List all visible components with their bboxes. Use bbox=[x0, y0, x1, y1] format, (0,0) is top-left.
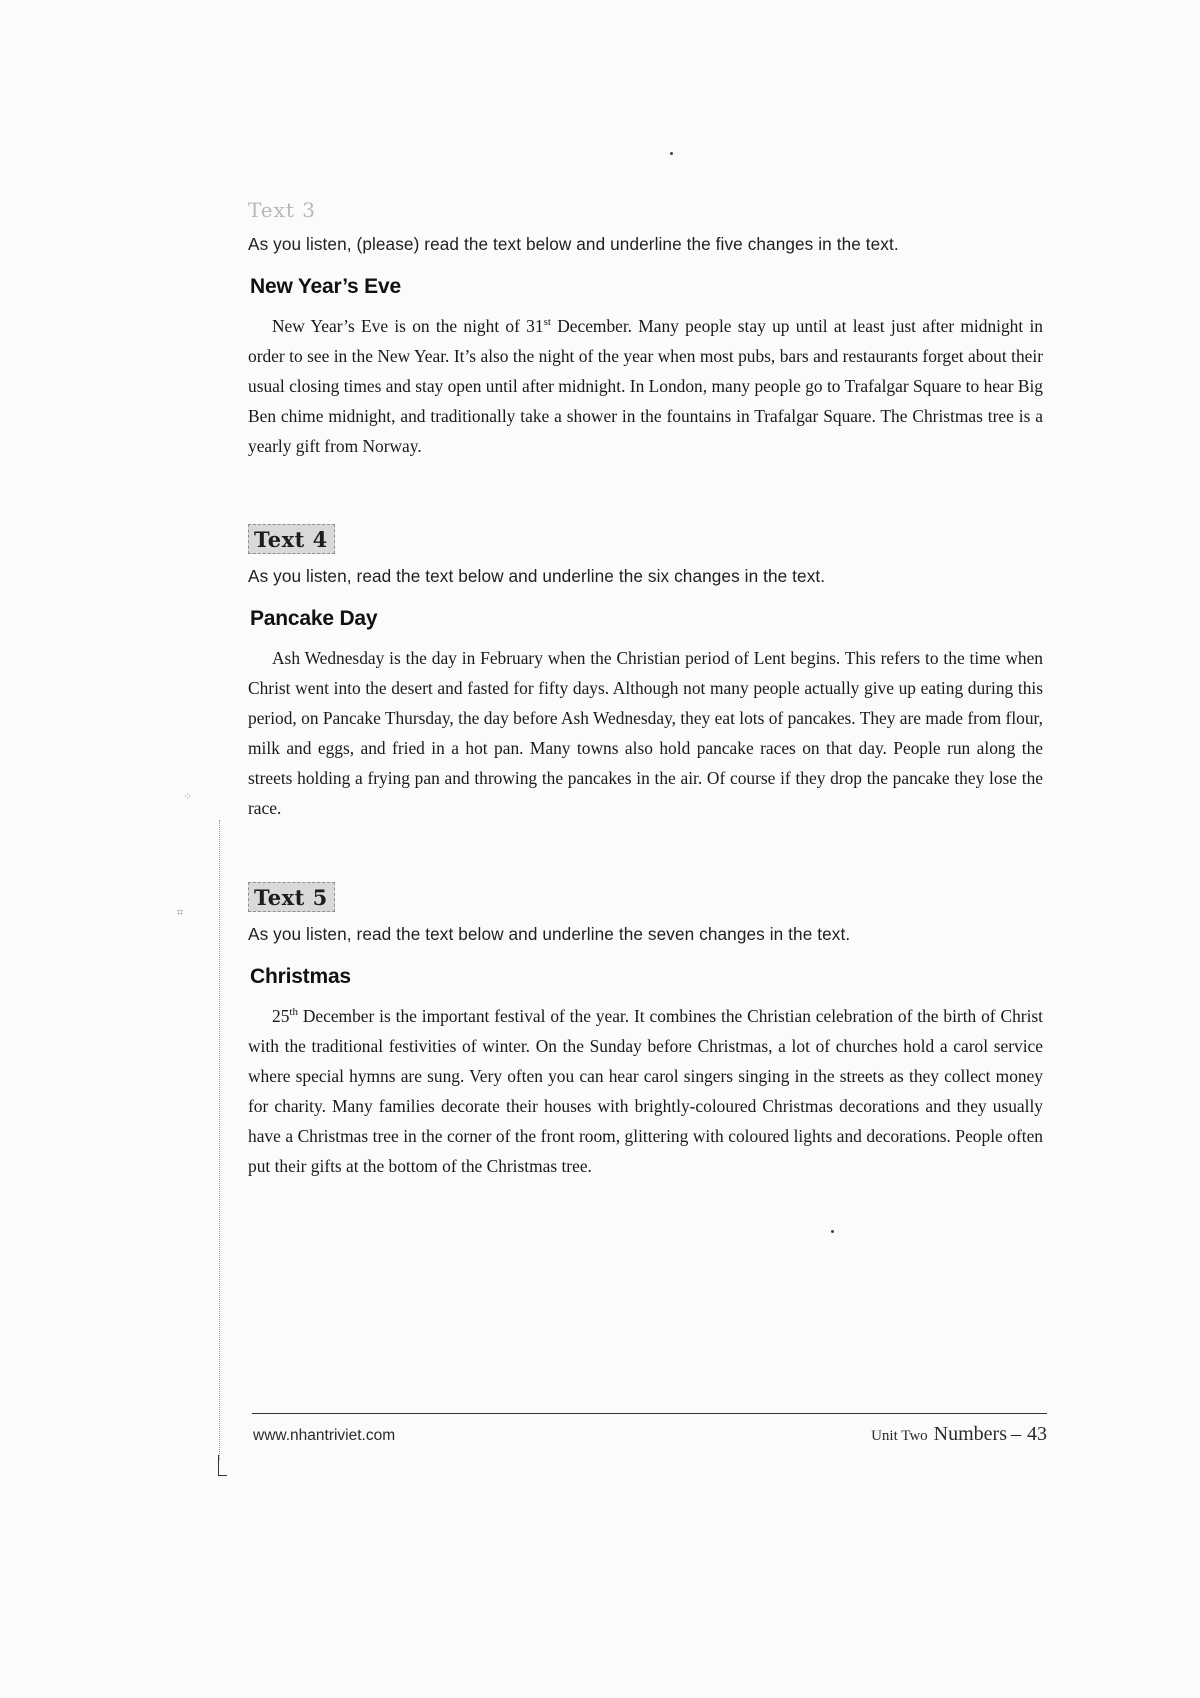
section-heading: Pancake Day bbox=[250, 607, 378, 630]
instruction: As you listen, (please) read the text below and underline the five changes in the text. bbox=[248, 234, 899, 254]
section-label: Text 3 bbox=[248, 198, 317, 222]
section-text-4 bbox=[248, 524, 1043, 823]
scan-speck bbox=[831, 1230, 834, 1233]
instruction: As you listen, read the text below and underline the seven changes in the text. bbox=[248, 924, 851, 944]
section-heading: Christmas bbox=[250, 965, 351, 988]
margin-mark: ⌗ bbox=[177, 906, 184, 919]
section-text-3 bbox=[248, 198, 1043, 461]
margin-mark: ⁘ bbox=[183, 790, 193, 803]
section-label: Text 5 bbox=[248, 882, 335, 912]
scan-speck bbox=[670, 152, 673, 155]
section-body: 25th December is the important festival of the year. It combines the Christian celebration of the birth of Christ with the traditional festivities of winter. On the Sunday before Christmas, a lot of churches hold a carol service where special hymns are sung. Very often you can hear carol singers singing in the streets as they collect money for charity. Many families decorate their houses with brightly-coloured Christmas decorations and they usually have a Christmas tree in the corner of the front room, glittering with coloured lights and decorations. People often put their gifts at the bottom of the Christmas tree. bbox=[248, 1006, 1043, 1176]
footer-website: www.nhantriviet.com bbox=[253, 1427, 396, 1444]
section-heading: New Year’s Eve bbox=[250, 275, 401, 298]
section-text-5 bbox=[248, 882, 1043, 1181]
footer-title: Numbers bbox=[933, 1423, 1007, 1445]
footer-unit: Unit Two bbox=[871, 1428, 928, 1444]
section-body: New Year’s Eve is on the night of 31st December. Many people stay up until at least just after midnight in order to see in the New Year. It’s also the night of the year when most pubs, bars and restaurants forget about their usual closing times and stay open until after midnight. In London, many people go to Trafalgar Square to hear Big Ben chime midnight, and traditionally take a shower in the fountains in Trafalgar Square. The Christmas tree is a yearly gift from Norway. bbox=[248, 316, 1043, 456]
binding-corner-mark bbox=[218, 1455, 227, 1476]
footer-rule bbox=[252, 1413, 1047, 1414]
footer-separator: – bbox=[1011, 1423, 1021, 1445]
instruction: As you listen, read the text below and underline the six changes in the text. bbox=[248, 566, 826, 586]
binding-margin-line bbox=[219, 820, 220, 1460]
section-label: Text 4 bbox=[248, 524, 335, 554]
footer-page-info bbox=[871, 1423, 1047, 1446]
page-number: 43 bbox=[1027, 1423, 1047, 1445]
section-body: Ash Wednesday is the day in February when the Christian period of Lent begins. This refers to the time when Christ went into the desert and fasted for fifty days. Although not many people actually give up eating during this period, on Pancake Thursday, the day before Ash Wednesday, they eat lots of pancakes. They are made from flour, milk and eggs, and fried in a hot pan. Many towns also hold pancake races on that day. People run along the streets holding a frying pan and throwing the pancakes in the air. Of course if they drop the pancake they lose the race. bbox=[248, 648, 1043, 818]
